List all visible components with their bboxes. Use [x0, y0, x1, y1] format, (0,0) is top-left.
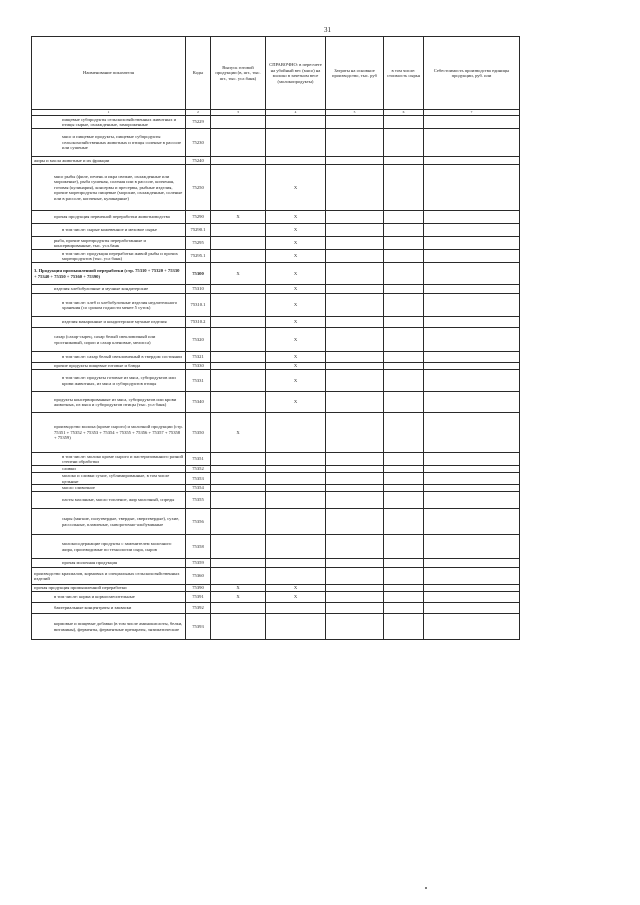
indicator-name: жиры и масла животные и их фракции: [32, 157, 186, 165]
indicator-code: 75391: [186, 592, 211, 603]
indicator-name: 3. Продукция промышленной переработки (стр. 75310 + 75320 + 75330 + 75340 + 75350 + 75360 + 75390): [32, 263, 186, 285]
indicator-name: изделия хлебобулочные и мучные кондитерские: [32, 285, 186, 294]
value-cell: [326, 568, 384, 585]
value-cell: [424, 535, 520, 559]
indicator-code: 75355: [186, 492, 211, 509]
value-cell: [384, 473, 424, 485]
value-cell: [211, 473, 266, 485]
indicator-code: 75295: [186, 237, 211, 250]
value-cell: [211, 116, 266, 129]
value-cell: [326, 352, 384, 363]
value-cell: [424, 363, 520, 370]
value-cell: X: [211, 413, 266, 453]
value-cell: [424, 485, 520, 492]
value-cell: [424, 568, 520, 585]
value-cell: X: [266, 328, 326, 352]
value-cell: [266, 559, 326, 568]
value-cell: [424, 585, 520, 592]
indicator-code: 75240: [186, 157, 211, 165]
value-cell: [326, 509, 384, 535]
header-cell: СПРАВОЧНО: в пересчете на убойный вес (мясо) на молоко в зачетном весе (молокопродукты): [266, 37, 326, 110]
table-row: [32, 485, 520, 492]
header-cell: Себестоимость производства единицы продукции, руб. или: [424, 37, 520, 110]
indicator-code: 75229: [186, 116, 211, 129]
indicator-name: сливки: [32, 466, 186, 473]
value-cell: [424, 116, 520, 129]
value-cell: [424, 211, 520, 224]
table-row: [32, 614, 520, 640]
value-cell: [211, 285, 266, 294]
value-cell: [384, 585, 424, 592]
value-cell: [266, 129, 326, 157]
table-row: [32, 294, 520, 317]
value-cell: [384, 535, 424, 559]
value-cell: [384, 568, 424, 585]
value-cell: [326, 535, 384, 559]
value-cell: [266, 568, 326, 585]
value-cell: X: [266, 317, 326, 328]
indicator-name: прочая продукция первичной переработки животноводства: [32, 211, 186, 224]
indicator-code: 75358: [186, 535, 211, 559]
value-cell: [211, 453, 266, 466]
indicator-code: 75290: [186, 211, 211, 224]
value-cell: [211, 352, 266, 363]
table-row: [32, 559, 520, 568]
table-row: [32, 473, 520, 485]
value-cell: X: [266, 585, 326, 592]
indicator-code: 75351: [186, 453, 211, 466]
indicator-name: прочая молочная продукция: [32, 559, 186, 568]
table-row: [32, 328, 520, 352]
table-row: [32, 263, 520, 285]
value-cell: [424, 453, 520, 466]
value-cell: [384, 294, 424, 317]
value-cell: [424, 559, 520, 568]
value-cell: [326, 237, 384, 250]
indicator-code: 75360: [186, 568, 211, 585]
value-cell: [424, 392, 520, 413]
indicator-name: производство крахмалов, кормовых и специальных сельскохозяйственных изделий: [32, 568, 186, 585]
table-row: [32, 603, 520, 614]
table-row: [32, 492, 520, 509]
value-cell: [326, 250, 384, 263]
value-cell: [424, 614, 520, 640]
table-row: [32, 466, 520, 473]
value-cell: [211, 224, 266, 237]
indicator-code: 75390: [186, 585, 211, 592]
indicator-code: 75393: [186, 614, 211, 640]
value-cell: [384, 614, 424, 640]
indicator-code: 75320: [186, 328, 211, 352]
table-row: [32, 568, 520, 585]
value-cell: [326, 585, 384, 592]
indicator-code: 75354: [186, 485, 211, 492]
header-cell: Наименование показателя: [32, 37, 186, 110]
value-cell: [211, 492, 266, 509]
indicator-code: 75321: [186, 352, 211, 363]
table-row: [32, 116, 520, 129]
value-cell: [424, 466, 520, 473]
indicator-name: изделия макаронные и кондитерские мучные изделия: [32, 317, 186, 328]
value-cell: [384, 485, 424, 492]
value-cell: [326, 129, 384, 157]
indicator-name: сахар (сахар-сырец, сахар белый свекловичный или тростниковый, сироп и сахар кленовые, мелисса): [32, 328, 186, 352]
value-cell: [266, 485, 326, 492]
value-cell: [211, 328, 266, 352]
value-cell: [326, 492, 384, 509]
value-cell: [326, 328, 384, 352]
table-row: [32, 535, 520, 559]
indicator-code: 75352: [186, 466, 211, 473]
table-row: [32, 165, 520, 211]
value-cell: X: [266, 211, 326, 224]
value-cell: [424, 263, 520, 285]
indicator-code: 75310.2: [186, 317, 211, 328]
indicator-name: прочие продукты пищевые готовые и блюда: [32, 363, 186, 370]
indicator-name: масло сливочное: [32, 485, 186, 492]
value-cell: [211, 603, 266, 614]
table-row: [32, 453, 520, 466]
value-cell: [384, 116, 424, 129]
value-cell: [211, 614, 266, 640]
value-cell: [211, 317, 266, 328]
column-number: 2: [186, 110, 211, 116]
indicator-name: в том числе: продукция переработки живой рыбы и прочих морепродуктов (тыс. усл банк): [32, 250, 186, 263]
value-cell: [326, 294, 384, 317]
indicator-name: в том числе: сахар белый свекловичный в твердом состоянии: [32, 352, 186, 363]
value-cell: [266, 492, 326, 509]
indicator-code: 75353: [186, 473, 211, 485]
value-cell: [384, 285, 424, 294]
value-cell: X: [211, 592, 266, 603]
value-cell: [266, 157, 326, 165]
column-number: 1: [32, 110, 186, 116]
table-row: [32, 237, 520, 250]
indicator-name: в том числе: сырые кожевенное и меховое сырье: [32, 224, 186, 237]
value-cell: [326, 473, 384, 485]
indicator-code: 75350: [186, 413, 211, 453]
table-row: [32, 129, 520, 157]
column-number: 4: [266, 110, 326, 116]
value-cell: [326, 370, 384, 392]
value-cell: X: [266, 592, 326, 603]
indicator-code: 75359: [186, 559, 211, 568]
indicator-code: 75295.1: [186, 250, 211, 263]
value-cell: [424, 237, 520, 250]
indicator-code: 75330: [186, 363, 211, 370]
value-cell: X: [266, 370, 326, 392]
value-cell: X: [266, 352, 326, 363]
indicator-code: 75250: [186, 165, 211, 211]
table-row: [32, 363, 520, 370]
value-cell: [384, 328, 424, 352]
value-cell: [424, 592, 520, 603]
value-cell: [384, 492, 424, 509]
value-cell: [211, 535, 266, 559]
value-cell: [384, 363, 424, 370]
value-cell: [424, 352, 520, 363]
indicator-code: 75290.1: [186, 224, 211, 237]
indicator-code: 75310: [186, 285, 211, 294]
value-cell: [211, 370, 266, 392]
value-cell: X: [266, 392, 326, 413]
value-cell: [326, 211, 384, 224]
indicator-name: пасты масляные, масло топленое, жир молочный, спреды: [32, 492, 186, 509]
value-cell: [424, 224, 520, 237]
column-number: 3: [211, 110, 266, 116]
value-cell: [384, 559, 424, 568]
indicator-code: 75356: [186, 509, 211, 535]
table-row: [32, 285, 520, 294]
value-cell: [266, 453, 326, 466]
value-cell: [326, 157, 384, 165]
value-cell: X: [266, 224, 326, 237]
value-cell: [384, 263, 424, 285]
value-cell: [211, 485, 266, 492]
value-cell: [211, 466, 266, 473]
indicator-code: 75340: [186, 392, 211, 413]
value-cell: [384, 592, 424, 603]
value-cell: X: [266, 165, 326, 211]
table-row: [32, 250, 520, 263]
form-sheet: [31, 36, 519, 640]
value-cell: [326, 592, 384, 603]
header-cell: в том числе: стоимость сырья: [384, 37, 424, 110]
indicator-name: производство молока (кроме сырого) и молочной продукции (стр. 75351 + 75352 + 75353 + 75354 + 75355 + 75356 + 75357 + 75358 + 75359): [32, 413, 186, 453]
value-cell: [326, 165, 384, 211]
value-cell: [384, 129, 424, 157]
value-cell: [384, 317, 424, 328]
indicator-name: пищевые субпродукты сельскохозяйственных животных и птицы сырые, охлажденные, замороженные: [32, 116, 186, 129]
value-cell: [384, 509, 424, 535]
table-row: [32, 592, 520, 603]
value-cell: [326, 413, 384, 453]
value-cell: [384, 453, 424, 466]
value-cell: [326, 485, 384, 492]
header-cell: Выпуск готовой продукции (в, шт., тыс. шт., тыс. усл.банк): [211, 37, 266, 110]
indicator-name: рыба, прочие морепродукты переработанные и консервированные, тыс. усл.банк: [32, 237, 186, 250]
value-cell: X: [211, 263, 266, 285]
value-cell: [266, 614, 326, 640]
indicator-name: прочая продукция промышленной переработки: [32, 585, 186, 592]
indicator-name: в том числе: продукты готовые из мяса, субпродуктов или крови животных, из мяса и субпродуктов птицы: [32, 370, 186, 392]
indicator-code: 75230: [186, 129, 211, 157]
table-row: [32, 585, 520, 592]
column-number: 6: [384, 110, 424, 116]
value-cell: [424, 509, 520, 535]
value-cell: [424, 285, 520, 294]
indicator-name: в том числе: молоко кроме сырого и пастеризованного разной степени обработки: [32, 453, 186, 466]
indicator-name: молокосодержащие продукты с заменителем молочного жира, производимые по технологии сыра, сыров: [32, 535, 186, 559]
value-cell: [424, 603, 520, 614]
indicator-name: кормовые и пищевые добавки (в том числе аминокислоты, белки, витамины), ферменты, ферментные препараты, энзиматические: [32, 614, 186, 640]
value-cell: [424, 492, 520, 509]
value-cell: [384, 352, 424, 363]
indicator-name: молоко и сливки сухие, сублимированные, в том числе цельные: [32, 473, 186, 485]
value-cell: [266, 603, 326, 614]
value-cell: [384, 370, 424, 392]
header-cell: Затраты на основное производство, тыс. руб: [326, 37, 384, 110]
value-cell: [326, 614, 384, 640]
value-cell: [424, 129, 520, 157]
value-cell: [326, 466, 384, 473]
value-cell: [384, 237, 424, 250]
header-row: [32, 37, 520, 110]
indicator-name: мясо рыбы (филе, печень и икра свежие, охлажденные или мороженые), рыба сушеная, соленая или в рассоле, копченая, готовая (кулинария), консервы и пресервы, рыбные изделия, прочие морепродукты пищевые (морские, охлажденные, соленые или в рассоле, копченые, кулинарные): [32, 165, 186, 211]
value-cell: [384, 165, 424, 211]
value-cell: [266, 473, 326, 485]
value-cell: [424, 370, 520, 392]
value-cell: [424, 250, 520, 263]
indicator-name: мясо и пищевые продукты, пищевые субпродукты сельскохозяйственных животных и птицы соленые в рассоле или сушеные: [32, 129, 186, 157]
table-row: [32, 352, 520, 363]
column-number: 5: [326, 110, 384, 116]
table-row: [32, 509, 520, 535]
value-cell: X: [266, 237, 326, 250]
value-cell: [211, 363, 266, 370]
value-cell: [384, 211, 424, 224]
value-cell: [211, 294, 266, 317]
value-cell: [384, 250, 424, 263]
column-number: 7: [424, 110, 520, 116]
value-cell: X: [266, 294, 326, 317]
value-cell: [266, 509, 326, 535]
header-cell: Коды: [186, 37, 211, 110]
value-cell: [326, 392, 384, 413]
indicator-name: продукты консервированные из мяса, субпродуктов или крови животных, из мяса и субпродуктов птицы (тыс. усл банк): [32, 392, 186, 413]
value-cell: [326, 317, 384, 328]
table-row: [32, 413, 520, 453]
value-cell: [211, 250, 266, 263]
table-row: [32, 211, 520, 224]
value-cell: [326, 453, 384, 466]
value-cell: [424, 294, 520, 317]
indicator-code: 75300: [186, 263, 211, 285]
production-cost-table: [31, 36, 520, 640]
value-cell: [424, 157, 520, 165]
value-cell: X: [266, 250, 326, 263]
value-cell: [326, 559, 384, 568]
indicator-name: сыры (мягкие, полутвердые, твердые, сверхтвердые), сухие, рассольные, плавленые, сывороточно-альбуминные: [32, 509, 186, 535]
value-cell: [384, 466, 424, 473]
table-row: [32, 317, 520, 328]
value-cell: [266, 116, 326, 129]
value-cell: [266, 466, 326, 473]
value-cell: [326, 116, 384, 129]
value-cell: [211, 568, 266, 585]
value-cell: X: [266, 263, 326, 285]
value-cell: [211, 237, 266, 250]
value-cell: [384, 392, 424, 413]
value-cell: [266, 413, 326, 453]
table-row: [32, 370, 520, 392]
value-cell: [211, 392, 266, 413]
indicator-code: 75392: [186, 603, 211, 614]
value-cell: [384, 413, 424, 453]
value-cell: [211, 559, 266, 568]
value-cell: X: [211, 211, 266, 224]
value-cell: X: [266, 285, 326, 294]
value-cell: [384, 603, 424, 614]
value-cell: [384, 157, 424, 165]
value-cell: [424, 328, 520, 352]
indicator-code: 75331: [186, 370, 211, 392]
value-cell: X: [211, 585, 266, 592]
table-body: [32, 116, 520, 640]
value-cell: [326, 224, 384, 237]
value-cell: [211, 509, 266, 535]
indicator-code: 75310.1: [186, 294, 211, 317]
table-row: [32, 392, 520, 413]
value-cell: [211, 129, 266, 157]
indicator-name: в том числе: хлеб и хлебобулочные изделия недлительного хранения (со сроком годности менее 5 суток): [32, 294, 186, 317]
value-cell: [424, 473, 520, 485]
indicator-name: бактериальные концентраты и закваски: [32, 603, 186, 614]
page-number: 31: [324, 26, 331, 34]
value-cell: [326, 363, 384, 370]
table-row: [32, 157, 520, 165]
value-cell: [424, 165, 520, 211]
value-cell: [211, 157, 266, 165]
indicator-name: в том числе: корма и кормосмесительные: [32, 592, 186, 603]
value-cell: [326, 285, 384, 294]
value-cell: [424, 413, 520, 453]
value-cell: [266, 535, 326, 559]
table-row: [32, 224, 520, 237]
value-cell: [326, 603, 384, 614]
value-cell: [424, 317, 520, 328]
value-cell: [211, 165, 266, 211]
scan-mark: [425, 887, 427, 889]
value-cell: X: [266, 363, 326, 370]
value-cell: [384, 224, 424, 237]
value-cell: [326, 263, 384, 285]
